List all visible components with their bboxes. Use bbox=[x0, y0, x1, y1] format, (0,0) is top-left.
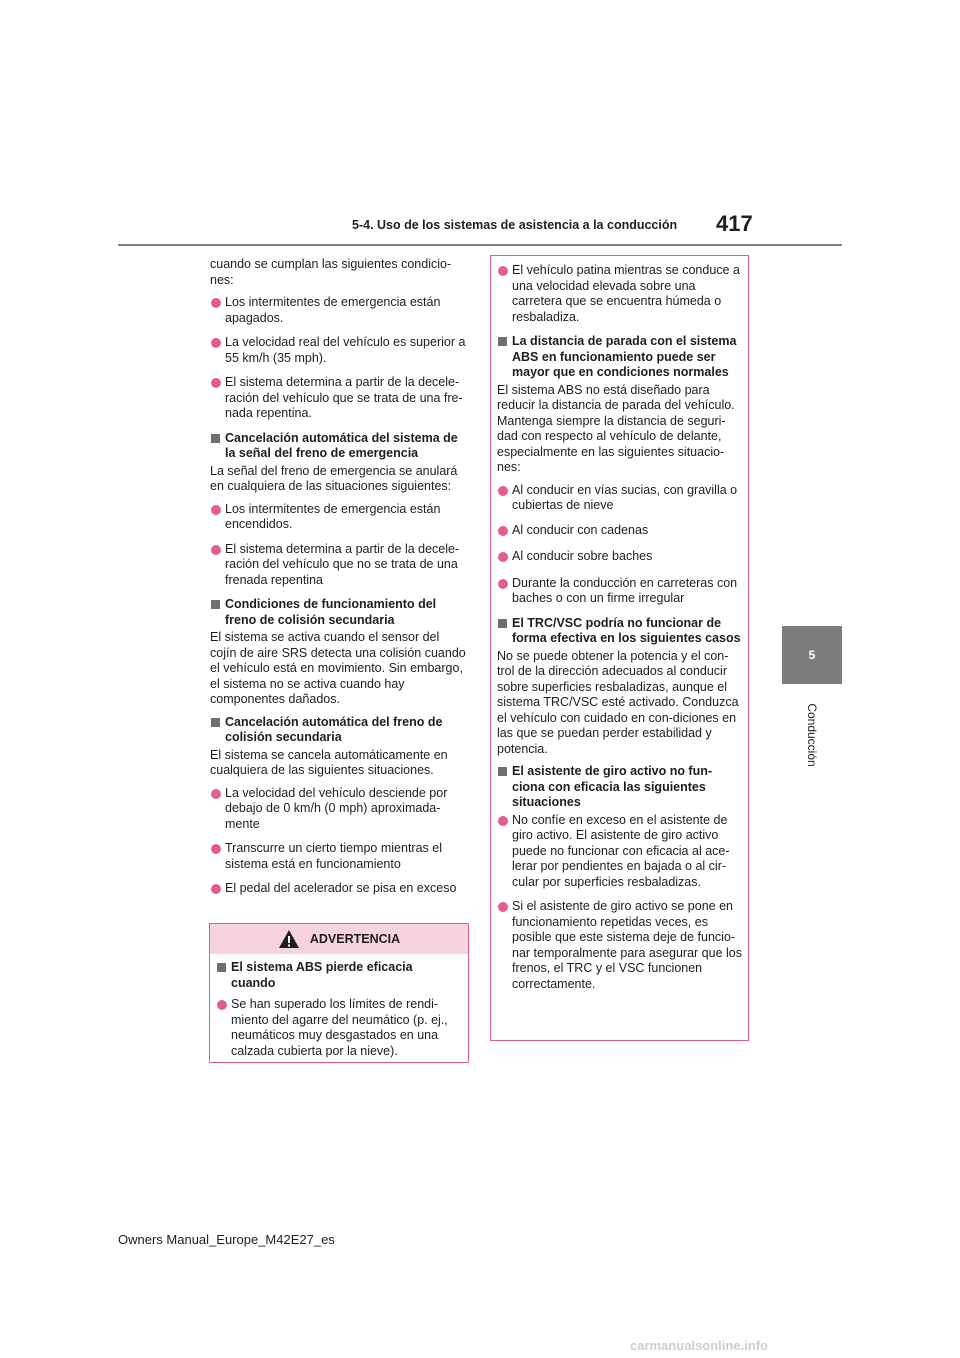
paragraph: El sistema se activa cuando el sensor del cojín de aire SRS detecta una colisión cuando el vehículo está en movimiento. Sin embargo, el sistema no se activa cuando hay componentes dañados. bbox=[210, 630, 466, 706]
paragraph: El sistema ABS no está diseñado para reducir la distancia de parada del vehículo. Mantenga siempre la distancia de seguri-dad con respecto al vehículo de delante, especialmente en las siguientes situacio-nes: bbox=[497, 382, 735, 474]
chapter-number: 5 bbox=[808, 648, 816, 662]
warning-continuation-box bbox=[490, 255, 749, 1041]
bullet-dot-icon bbox=[498, 579, 508, 589]
list-item: Al conducir en vías sucias, con gravilla o cubiertas de nieve bbox=[497, 483, 742, 514]
square-bullet-icon bbox=[498, 337, 507, 346]
bullet-dot-icon bbox=[498, 486, 508, 496]
square-bullet-icon bbox=[211, 718, 220, 727]
chapter-label: Conducción bbox=[805, 703, 819, 767]
bullet-dot-icon bbox=[217, 1000, 227, 1010]
section-title: 5-4. Uso de los sistemas de asistencia a la conducción bbox=[352, 218, 678, 232]
bullet-dot-icon bbox=[211, 378, 221, 388]
list-item: La velocidad real del vehículo es superior a 55 km/h (35 mph). bbox=[210, 335, 468, 366]
list-item: Se han superado los límites de rendi-miento del agarre del neumático (p. ej., neumáticos muy desgastados en una calzada cubierta por la nieve). bbox=[216, 997, 460, 1059]
section-heading: El asistente de giro activo no fun-ciona con eficacia las siguientes situaciones bbox=[497, 764, 742, 811]
paragraph: No se puede obtener la potencia y el con-trol de la dirección adecuados al conducir sobre superficies resbaladizas, aunque el sistema TRC/VSC esté activado. Conduzca el vehículo con cuidado en con-diciones en las que se puedan perder estabilidad y potencia. bbox=[497, 648, 739, 756]
list-item: Los intermitentes de emergencia están apagados. bbox=[210, 295, 468, 326]
bullet-dot-icon bbox=[211, 844, 221, 854]
list-item: Durante la conducción en carreteras con baches o con un firme irregular bbox=[497, 576, 742, 607]
intro-text: cuando se cumplan las siguientes condicio-nes: bbox=[210, 257, 452, 287]
paragraph: El sistema se cancela automáticamente en cualquiera de las siguientes situaciones. bbox=[210, 747, 448, 777]
bullet-dot-icon bbox=[211, 884, 221, 894]
bullet-dot-icon bbox=[498, 552, 508, 562]
warning-title: ADVERTENCIA bbox=[309, 932, 401, 946]
left-column bbox=[210, 257, 468, 906]
bullet-dot-icon bbox=[211, 545, 221, 555]
document-name: Owners Manual_Europe_M42E27_es bbox=[118, 1232, 335, 1247]
warning-header bbox=[210, 924, 468, 954]
list-item: La velocidad del vehículo desciende por debajo de 0 km/h (0 mph) aproximada-mente bbox=[210, 786, 468, 833]
square-bullet-icon bbox=[211, 600, 220, 609]
list-item: Transcurre un cierto tiempo mientras el sistema está en funcionamiento bbox=[210, 841, 468, 872]
section-heading: Cancelación automática del sistema de la señal del freno de emergencia bbox=[210, 431, 468, 462]
list-item: Los intermitentes de emergencia están encendidos. bbox=[210, 502, 468, 533]
list-item: Si el asistente de giro activo se pone en funcionamiento repetidas veces, es posible que este sistema deje de funcio-nar temporalmente para asegurar que los frenos, el TRC y el VSC funcionen correctamente. bbox=[497, 899, 742, 992]
section-heading: El TRC/VSC podría no funcionar de forma efectiva en los siguientes casos bbox=[497, 616, 742, 647]
bullet-dot-icon bbox=[498, 266, 508, 276]
section-heading: Condiciones de funcionamiento del freno de colisión secundaria bbox=[210, 597, 468, 628]
bullet-dot-icon bbox=[498, 902, 508, 912]
paragraph: La señal del freno de emergencia se anulará en cualquiera de las situaciones siguientes: bbox=[210, 463, 458, 493]
square-bullet-icon bbox=[498, 767, 507, 776]
list-item: El pedal del acelerador se pisa en exceso bbox=[210, 881, 468, 897]
page-number: 417 bbox=[716, 211, 753, 236]
warning-heading: El sistema ABS pierde eficacia cuando bbox=[216, 960, 460, 991]
list-item: Al conducir sobre baches bbox=[497, 549, 742, 565]
square-bullet-icon bbox=[217, 963, 226, 972]
header-divider bbox=[118, 244, 842, 246]
bullet-dot-icon bbox=[211, 298, 221, 308]
list-item: Al conducir con cadenas bbox=[497, 523, 742, 539]
warning-body bbox=[210, 954, 468, 1059]
bullet-dot-icon bbox=[498, 816, 508, 826]
warning-box bbox=[209, 923, 469, 1063]
bullet-dot-icon bbox=[211, 789, 221, 799]
square-bullet-icon bbox=[211, 434, 220, 443]
section-heading: La distancia de parada con el sistema ABS en funcionamiento puede ser mayor que en condiciones normales bbox=[497, 334, 742, 381]
warning-triangle-icon bbox=[278, 929, 300, 949]
watermark: carmanualsonline.info bbox=[630, 1338, 768, 1353]
list-item: No confíe en exceso en el asistente de giro activo. El asistente de giro activo puede no funcionar con eficacia al ace-lerar por pendientes en bajada o al cir-cular por superficies resbaladizas. bbox=[497, 813, 742, 891]
list-item: El sistema determina a partir de la decele-ración del vehículo que se trata de una fre-nada repentina. bbox=[210, 375, 468, 422]
section-heading: Cancelación automática del freno de colisión secundaria bbox=[210, 715, 468, 746]
bullet-dot-icon bbox=[211, 505, 221, 515]
bullet-dot-icon bbox=[498, 526, 508, 536]
list-item: El vehículo patina mientras se conduce a una velocidad elevada sobre una carretera que se encuentra húmeda o resbaladiza. bbox=[497, 263, 742, 325]
list-item: El sistema determina a partir de la decele-ración del vehículo que no se trata de una frenada repentina bbox=[210, 542, 468, 589]
bullet-dot-icon bbox=[211, 338, 221, 348]
chapter-tab[interactable] bbox=[782, 626, 842, 684]
square-bullet-icon bbox=[498, 619, 507, 628]
